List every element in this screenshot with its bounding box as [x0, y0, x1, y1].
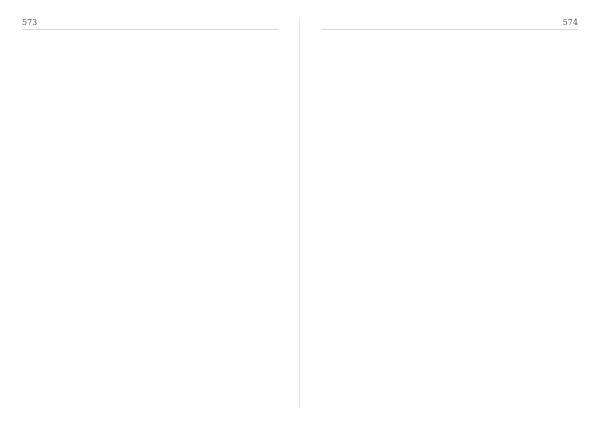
page-number: 574 [562, 18, 578, 27]
running-head [322, 18, 578, 30]
header-rule [322, 29, 578, 30]
header-rule [22, 29, 278, 30]
running-head [22, 18, 278, 30]
right-page [300, 0, 600, 424]
page-body [324, 40, 576, 410]
page-body [24, 40, 276, 410]
page-number: 573 [22, 18, 38, 27]
